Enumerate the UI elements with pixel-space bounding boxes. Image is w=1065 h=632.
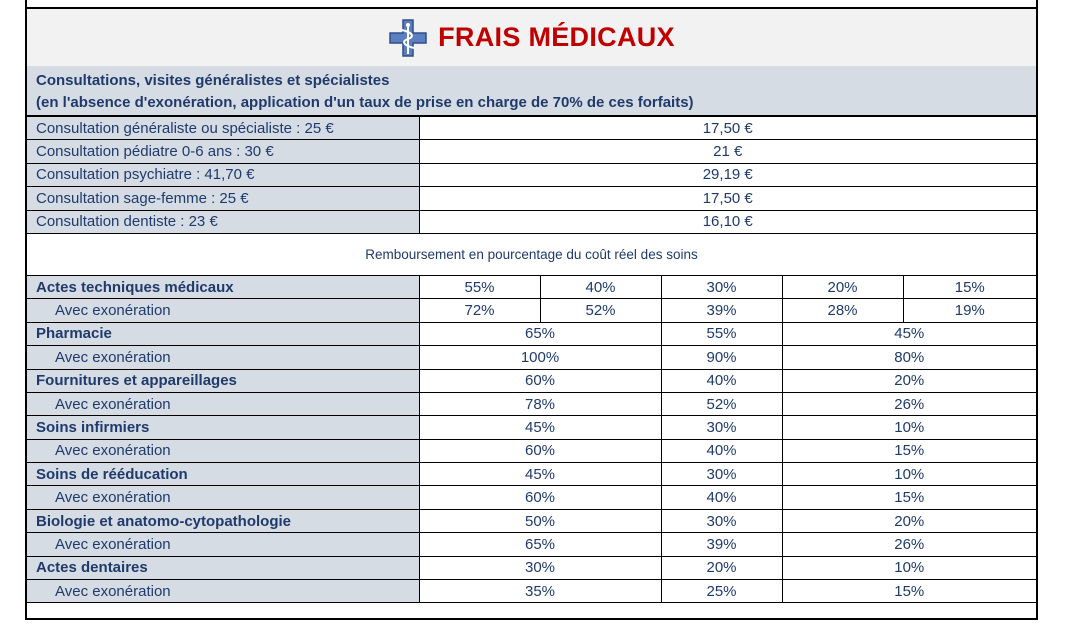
exoneration-row (27, 299, 1036, 322)
exoneration-row (27, 486, 1036, 509)
consultation-value: 17,50 € (419, 187, 1036, 210)
exoneration-label: Avec exonération (27, 299, 419, 322)
rate-cell: 30% (661, 509, 782, 532)
exoneration-row (27, 392, 1036, 415)
rate-cell: 40% (661, 486, 782, 509)
exoneration-row (27, 439, 1036, 462)
rate-cell: 10% (782, 556, 1036, 579)
category-label: Soins de rééducation (27, 463, 419, 486)
rate-cell: 40% (661, 439, 782, 462)
note-row (27, 233, 1036, 275)
consultation-label: Consultation psychiatre : 41,70 € (27, 163, 419, 186)
rate-cell: 26% (782, 533, 1036, 556)
consultation-row (27, 187, 1036, 210)
reimbursement-note: Remboursement en pourcentage du coût réel des soins (27, 233, 1036, 275)
rate-cell: 40% (661, 369, 782, 392)
rate-cell: 15% (782, 486, 1036, 509)
exoneration-label: Avec exonération (27, 392, 419, 415)
rate-cell: 45% (419, 416, 661, 439)
rate-cell: 80% (782, 346, 1036, 369)
rate-cell: 28% (782, 299, 903, 322)
rate-cell: 39% (661, 299, 782, 322)
rate-cell: 26% (782, 392, 1036, 415)
exoneration-row (27, 580, 1036, 603)
exoneration-label: Avec exonération (27, 533, 419, 556)
rate-cell: 90% (661, 346, 782, 369)
category-row (27, 463, 1036, 486)
exoneration-row (27, 346, 1036, 369)
rate-cell: 65% (419, 322, 661, 345)
consultation-row (27, 117, 1036, 140)
rate-cell: 60% (419, 486, 661, 509)
page-title: FRAIS MÉDICAUX (438, 22, 675, 52)
rate-cell: 15% (782, 580, 1036, 603)
rate-cell: 55% (661, 322, 782, 345)
frais-medicaux-sheet (25, 0, 1038, 620)
category-label: Fournitures et appareillages (27, 369, 419, 392)
exoneration-label: Avec exonération (27, 439, 419, 462)
rate-cell: 10% (782, 416, 1036, 439)
rate-cell: 100% (419, 346, 661, 369)
category-row (27, 322, 1036, 345)
rate-cell: 55% (419, 275, 540, 298)
rate-cell: 60% (419, 369, 661, 392)
consultation-value: 17,50 € (419, 117, 1036, 140)
category-label: Biologie et anatomo-cytopathologie (27, 509, 419, 532)
rate-cell: 60% (419, 439, 661, 462)
rate-cell: 30% (661, 275, 782, 298)
category-row (27, 556, 1036, 579)
category-row (27, 416, 1036, 439)
consultation-label: Consultation généraliste ou spécialiste : 25 € (27, 117, 419, 140)
rate-cell: 19% (903, 299, 1036, 322)
exoneration-label: Avec exonération (27, 346, 419, 369)
rate-cell: 40% (540, 275, 661, 298)
rate-cell: 15% (782, 439, 1036, 462)
rate-cell: 52% (661, 392, 782, 415)
category-row (27, 275, 1036, 298)
rate-cell: 72% (419, 299, 540, 322)
caduceus-icon (388, 18, 428, 58)
rate-cell: 39% (661, 533, 782, 556)
consultations-heading (27, 66, 1036, 116)
category-label: Soins infirmiers (27, 416, 419, 439)
consultation-label: Consultation dentiste : 23 € (27, 210, 419, 233)
category-label: Actes dentaires (27, 556, 419, 579)
rate-cell: 20% (782, 509, 1036, 532)
rate-cell: 20% (782, 275, 903, 298)
consultation-label: Consultation pédiatre 0-6 ans : 30 € (27, 140, 419, 163)
consultation-value: 29,19 € (419, 163, 1036, 186)
rate-cell: 35% (419, 580, 661, 603)
rate-cell: 65% (419, 533, 661, 556)
consultation-value: 21 € (419, 140, 1036, 163)
exoneration-row (27, 533, 1036, 556)
rate-cell: 45% (419, 463, 661, 486)
rate-cell: 45% (782, 322, 1036, 345)
rate-cell: 30% (419, 556, 661, 579)
exoneration-label: Avec exonération (27, 580, 419, 603)
rate-cell: 25% (661, 580, 782, 603)
consultation-row (27, 140, 1036, 163)
consultation-row (27, 163, 1036, 186)
category-row (27, 509, 1036, 532)
rate-cell: 15% (903, 275, 1036, 298)
category-row (27, 369, 1036, 392)
rate-cell: 52% (540, 299, 661, 322)
tarifs-table (27, 116, 1036, 603)
consultations-heading-line1: Consultations, visites généralistes et spécialistes (36, 72, 390, 89)
rate-cell: 20% (782, 369, 1036, 392)
rate-cell: 50% (419, 509, 661, 532)
title-row (27, 9, 1036, 67)
exoneration-label: Avec exonération (27, 486, 419, 509)
category-label: Pharmacie (27, 322, 419, 345)
consultation-value: 16,10 € (419, 210, 1036, 233)
category-label: Actes techniques médicaux (27, 275, 419, 298)
rate-cell: 30% (661, 463, 782, 486)
rate-cell: 30% (661, 416, 782, 439)
consultation-label: Consultation sage-femme : 25 € (27, 187, 419, 210)
consultations-heading-line2: (en l'absence d'exonération, application d'un taux de prise en charge de 70% de ces forfaits) (36, 94, 694, 111)
rate-cell: 10% (782, 463, 1036, 486)
rate-cell: 78% (419, 392, 661, 415)
consultation-row (27, 210, 1036, 233)
rate-cell: 20% (661, 556, 782, 579)
